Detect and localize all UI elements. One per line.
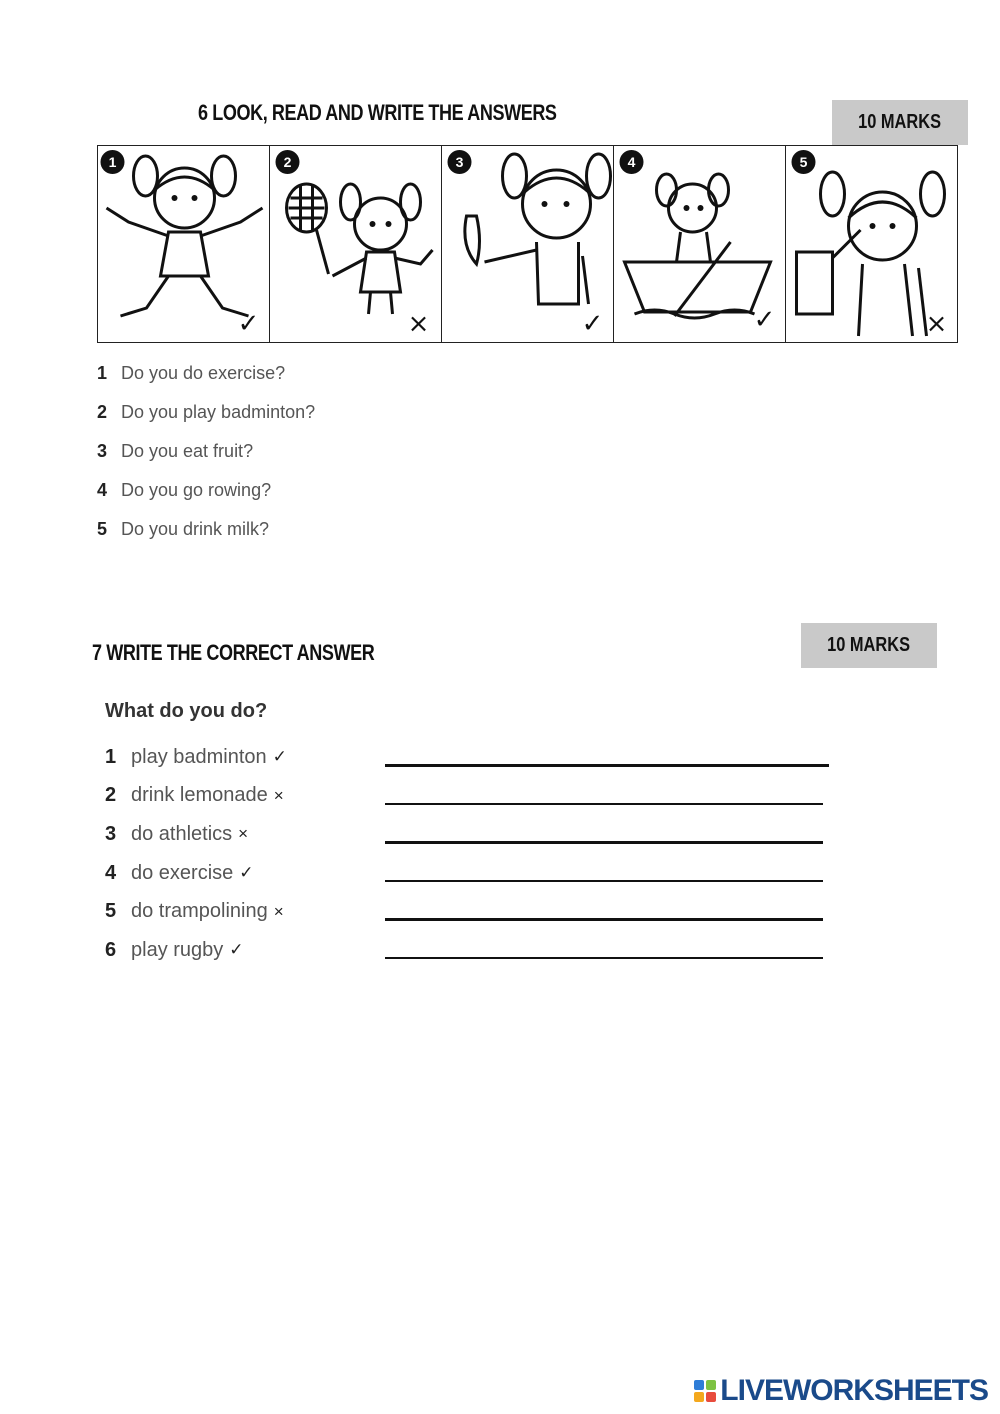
- section-7-heading: 7 WRITE THE CORRECT ANSWER: [92, 640, 375, 665]
- cross-icon: ×: [273, 901, 284, 921]
- item-number: 4: [105, 861, 117, 884]
- logo-square: [694, 1380, 704, 1390]
- check-icon: ✓: [237, 309, 260, 339]
- item-number: 5: [105, 900, 117, 923]
- section-6-heading: 6 LOOK, READ AND WRITE THE ANSWERS: [198, 100, 557, 125]
- check-icon: ✓: [229, 940, 244, 960]
- girl-badminton-illustration: [270, 146, 441, 342]
- item-text: play rugby: [131, 938, 224, 961]
- question-number: 2: [97, 402, 108, 422]
- picture-1: [98, 146, 270, 342]
- item-text: do athletics: [131, 822, 233, 845]
- question-row: [97, 510, 315, 549]
- question-row: [97, 432, 315, 471]
- check-icon: ✓: [753, 305, 776, 335]
- svg-text:2: 2: [283, 154, 292, 170]
- answer-row: [105, 738, 845, 777]
- girl-milk-illustration: [786, 146, 957, 342]
- svg-text:3: 3: [455, 154, 464, 170]
- picture-number: 1: [108, 154, 117, 170]
- answer-row: [105, 892, 845, 931]
- cross-icon: ×: [925, 309, 948, 339]
- logo-square: [706, 1392, 716, 1402]
- logo-text: LIVEWORKSHEETS: [720, 1374, 988, 1407]
- section-7-subheading: What do you do?: [105, 700, 268, 722]
- check-icon: ✓: [239, 863, 254, 883]
- picture-3: [442, 146, 614, 342]
- question-text: Do you eat fruit?: [121, 441, 254, 461]
- logo-mark-icon: [694, 1380, 716, 1402]
- logo-square: [706, 1380, 716, 1390]
- answer-line[interactable]: [385, 803, 823, 806]
- question-number: 1: [97, 363, 108, 383]
- question-number: 5: [97, 519, 108, 539]
- girl-fruit-illustration: [442, 146, 613, 342]
- section-7-items: [105, 738, 845, 970]
- svg-text:4: 4: [627, 154, 636, 170]
- marks-label: 10 MARKS: [858, 111, 942, 133]
- section-6-marks: [832, 100, 968, 145]
- section-6-questions: [97, 354, 315, 549]
- question-text: Do you go rowing?: [121, 480, 272, 500]
- item-text: play badminton: [131, 745, 267, 768]
- liveworksheets-logo[interactable]: [694, 1374, 988, 1408]
- girl-rowing-illustration: [614, 146, 785, 342]
- check-icon: ✓: [272, 747, 287, 767]
- question-row: [97, 471, 315, 510]
- item-number: 1: [105, 745, 117, 768]
- answer-line[interactable]: [385, 918, 823, 921]
- svg-text:5: 5: [799, 154, 808, 170]
- question-number: 4: [97, 480, 108, 500]
- question-text: Do you do exercise?: [121, 363, 286, 383]
- answer-row: [105, 777, 845, 816]
- picture-2: [270, 146, 442, 342]
- girl-exercise-illustration: [98, 146, 269, 342]
- answer-line[interactable]: [385, 957, 823, 960]
- picture-5: [786, 146, 957, 342]
- picture-4: [614, 146, 786, 342]
- marks-label: 10 MARKS: [827, 634, 911, 656]
- check-icon: ✓: [581, 309, 604, 339]
- answer-row: [105, 931, 845, 970]
- item-number: 2: [105, 784, 117, 807]
- item-number: 3: [105, 822, 117, 845]
- cross-icon: ×: [238, 824, 249, 844]
- answer-row: [105, 815, 845, 854]
- item-number: 6: [105, 938, 117, 961]
- question-row: [97, 393, 315, 432]
- item-text: drink lemonade: [131, 784, 268, 807]
- answer-line[interactable]: [385, 764, 829, 767]
- cross-icon: ×: [273, 785, 284, 805]
- question-text: Do you play badminton?: [121, 402, 316, 422]
- answer-line[interactable]: [385, 880, 823, 883]
- question-number: 3: [97, 441, 108, 461]
- picture-strip: [97, 145, 958, 343]
- answer-line[interactable]: [385, 841, 823, 844]
- item-text: do exercise: [131, 861, 234, 884]
- section-7-marks: [801, 623, 937, 668]
- item-text: do trampolining: [131, 900, 268, 923]
- answer-row: [105, 854, 845, 893]
- logo-square: [694, 1392, 704, 1402]
- question-text: Do you drink milk?: [121, 519, 270, 539]
- question-row: [97, 354, 315, 393]
- cross-icon: ×: [407, 309, 430, 339]
